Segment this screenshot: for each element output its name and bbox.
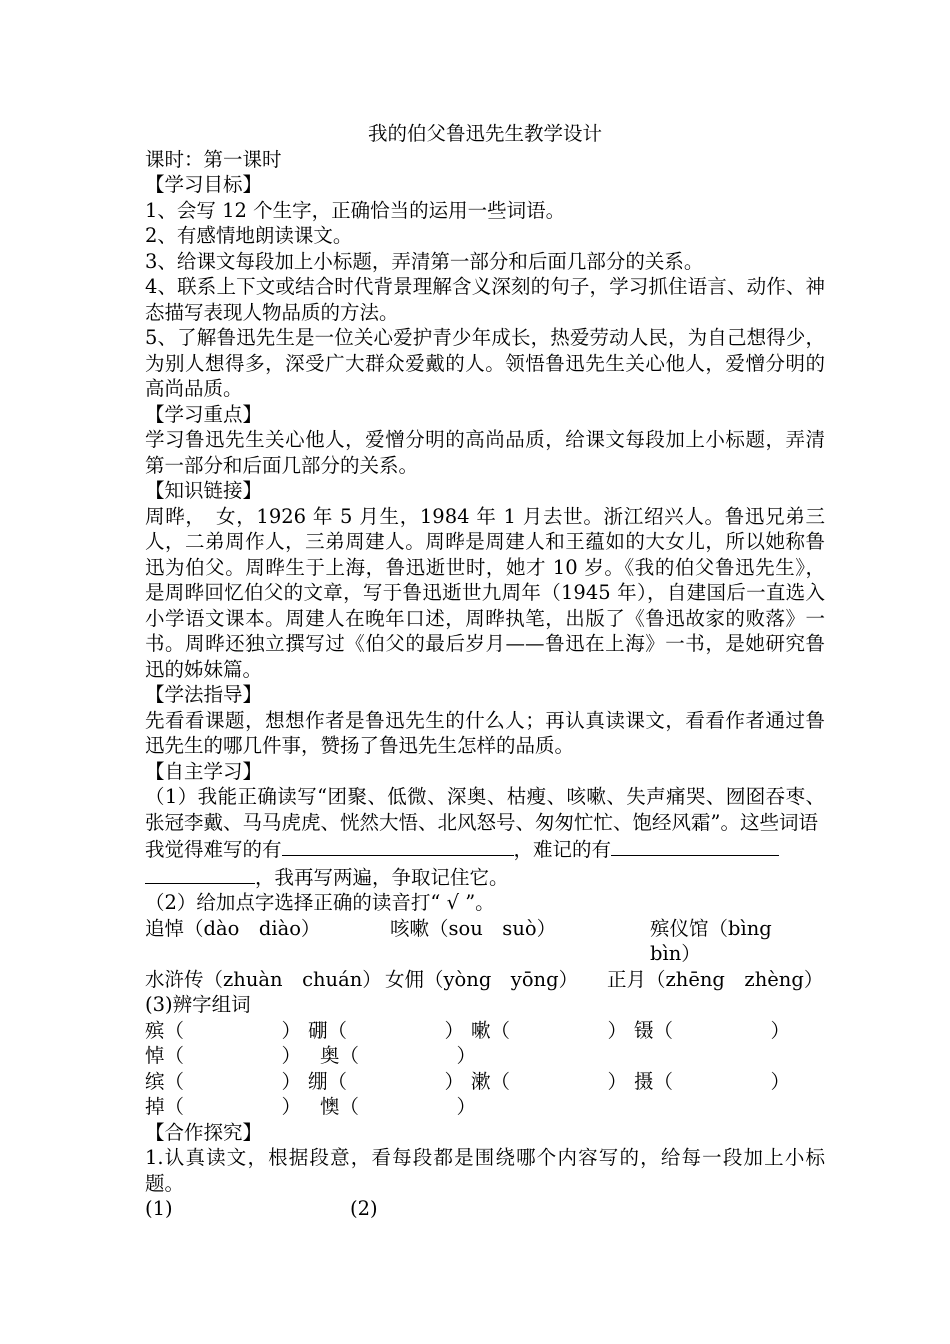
cooperative-item-1: 1.认真读文，根据段意，看每段都是围绕哪个内容写的，给每一段加上小标题。 xyxy=(145,1146,825,1195)
char-compare-row xyxy=(145,1069,825,1095)
char-compare-row xyxy=(145,1043,825,1069)
self-study-item-2: （2）给加点字选择正确的读音打“ √ ”。 xyxy=(145,891,495,914)
char-word-blank[interactable]: 缤（ ） xyxy=(145,1069,302,1093)
pinyin-choice[interactable]: 追悼（dào diào） xyxy=(145,916,321,940)
pinyin-choice[interactable]: 咳嗽（sou suò） xyxy=(390,916,557,940)
fill-label-rewrite: ，我再写两遍，争取记住它。 xyxy=(255,865,509,889)
char-word-blank[interactable]: 漱（ ） xyxy=(471,1069,628,1093)
subtitle-answer-row xyxy=(145,1196,825,1222)
heading-learning-goals: 【学习目标】 xyxy=(145,173,263,196)
self-study-item-1: （1）我能正确读写“团聚、低微、深奥、枯瘦、咳嗽、失声痛哭、囫囵吞枣、张冠李戴、马马虎虎、恍然大悟、北风怒号、匆匆忙忙、饱经风霜”。这些词语 xyxy=(145,785,825,834)
subtitle-answer-1[interactable]: (1) xyxy=(145,1197,173,1220)
pinyin-choice[interactable]: 水浒传（zhuàn chuán） xyxy=(145,967,382,991)
pinyin-choice[interactable]: 女佣（yòng yōng） xyxy=(385,967,579,991)
char-word-blank[interactable]: 悼（ ） xyxy=(145,1044,302,1067)
pinyin-choice-row xyxy=(145,967,825,993)
goal-item: 5、了解鲁迅先生是一位关心爱护青少年成长，热爱劳动人民，为自己想得少，为别人想得多，深受广大群众爱戴的人。领悟鲁迅先生关心他人，爱憎分明的高尚品质。 xyxy=(145,326,825,400)
subtitle-answer-2[interactable]: (2) xyxy=(350,1197,378,1220)
heading-knowledge-link: 【知识链接】 xyxy=(145,479,263,502)
char-word-blank[interactable]: 奥（ ） xyxy=(320,1044,477,1067)
fill-blank-memorize[interactable] xyxy=(611,835,779,856)
char-word-blank[interactable]: 殡（ ） xyxy=(145,1018,302,1042)
pinyin-choice[interactable]: 殡仪馆（bìng bìn） xyxy=(650,916,792,965)
document-title: 我的伯父鲁迅先生教学设计 xyxy=(367,122,602,145)
pinyin-choice[interactable]: 正月（zhēng zhèng） xyxy=(607,967,824,991)
char-word-blank[interactable]: 嗽（ ） xyxy=(471,1018,628,1042)
document-page xyxy=(145,121,825,1222)
self-study-fill-line xyxy=(145,835,825,863)
fill-label-memorize: ，难记的有 xyxy=(513,838,612,861)
char-word-blank[interactable]: 硼（ ） xyxy=(308,1018,465,1042)
lesson-period: 课时：第一课时 xyxy=(145,147,282,171)
pinyin-choice-row xyxy=(145,916,825,967)
goal-item: 1、会写 12 个生字，正确恰当的运用一些词语。 xyxy=(145,198,566,222)
char-compare-row xyxy=(145,1094,825,1120)
char-word-blank[interactable]: 绷（ ） xyxy=(308,1069,465,1093)
heading-key-points: 【学习重点】 xyxy=(145,402,263,426)
method-guide-text: 先看看课题，想想作者是鲁迅先生的什么人；再认真读课文，看看作者通过鲁迅先生的哪几件事，赞扬了鲁迅先生怎样的品质。 xyxy=(145,708,825,757)
goal-item: 4、联系上下文或结合时代背景理解含义深刻的句子，学习抓住语言、动作、神态描写表现人物品质的方法。 xyxy=(145,275,825,324)
fill-blank-hard[interactable] xyxy=(282,835,514,856)
char-word-blank[interactable]: 摄（ ） xyxy=(634,1069,791,1093)
goal-item: 2、有感情地朗读课文。 xyxy=(145,224,353,247)
char-compare-row xyxy=(145,1018,825,1044)
fill-blank-memorize-cont[interactable] xyxy=(145,863,255,884)
knowledge-link-text: 周晔， 女，1926 年 5 月生，1984 年 1 月去世。浙江绍兴人。鲁迅兄弟三人，二弟周作人，三弟周建人。周晔是周建人和王蕴如的大女儿，所以她称鲁迅为伯父。周晔生于上海，鲁迅逝世时，她才 10 岁。《我的伯父鲁迅先生》，是周晔回忆伯父的文章，写于鲁迅逝世九周年（1945 年），自建国后一直选入小学语文课本。周建人在晚年口述，周晔执笔，出版了《鲁迅故家的败落》一书。周晔还独立撰写过《伯父的最后岁月——鲁迅在上海》一书，是她研究鲁迅的姊妹篇。 xyxy=(145,504,825,681)
heading-cooperative-inquiry: 【合作探究】 xyxy=(145,1120,263,1144)
self-study-item-3: (3)辨字组词 xyxy=(145,993,251,1016)
char-word-blank[interactable]: 镊（ ） xyxy=(634,1018,791,1042)
heading-self-study: 【自主学习】 xyxy=(145,759,263,783)
heading-method-guide: 【学法指导】 xyxy=(145,683,263,706)
fill-label-hard: 我觉得难写的有 xyxy=(145,838,282,861)
self-study-fill-line-2 xyxy=(145,863,825,891)
goal-item: 3、给课文每段加上小标题，弄清第一部分和后面几部分的关系。 xyxy=(145,249,704,273)
key-points-text: 学习鲁迅先生关心他人，爱憎分明的高尚品质，给课文每段加上小标题，弄清第一部分和后面几部分的关系。 xyxy=(145,428,825,477)
char-word-blank[interactable]: 掉（ ） xyxy=(145,1095,302,1118)
char-word-blank[interactable]: 懊（ ） xyxy=(320,1095,477,1118)
